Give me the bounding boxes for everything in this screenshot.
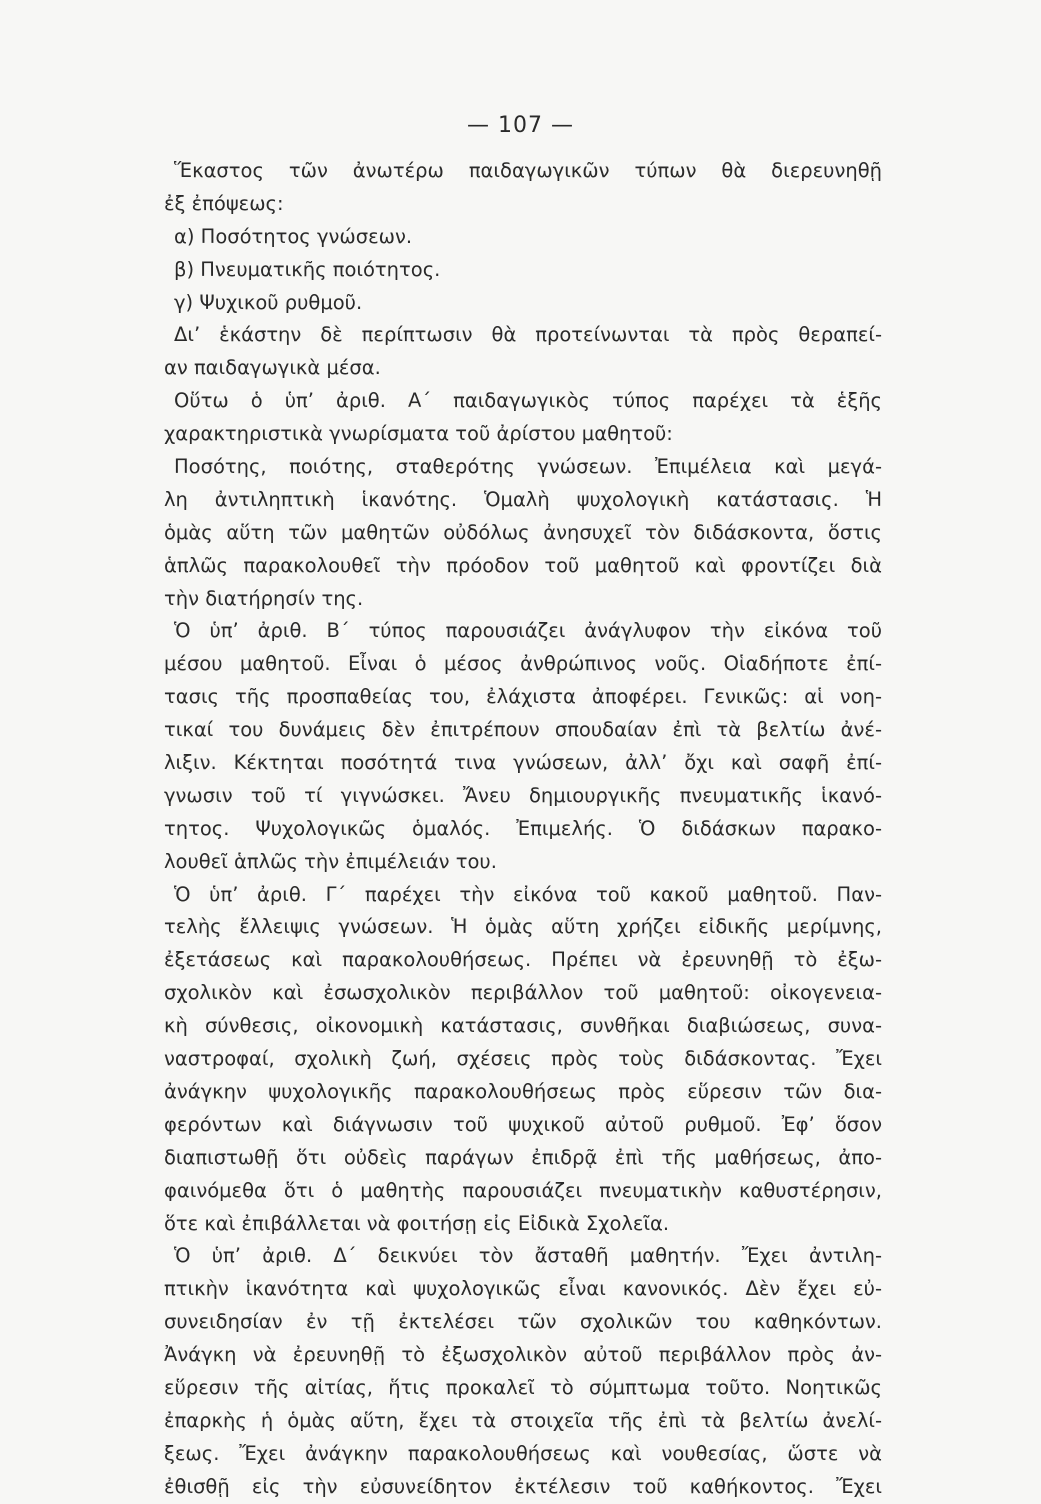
text-line: κὴ σύνθεσις, οἰκονομικὴ κατάστασις, συνθῆκαι διαβιώσεως, συνα-	[164, 1014, 882, 1038]
text-line: φαινόμεθα ὅτι ὁ μαθητὴς παρουσιάζει πνευματικὴν καθυστέρησιν,	[164, 1178, 882, 1202]
text-line: σχολικὸν καὶ ἐσωσχολικὸν περιβάλλον τοῦ μαθητοῦ: οἰκογενεια-	[164, 981, 882, 1005]
text-line: λιξιν. Κέκτηται ποσότητά τινα γνώσεων, ἀλλ’ ὄχι καὶ σαφῆ ἐπί-	[164, 751, 882, 775]
text-line: συνειδησίαν ἐν τῇ ἐκτελέσει τῶν σχολικῶν του καθηκόντων.	[164, 1310, 882, 1334]
text-line: τητος. Ψυχολογικῶς ὁμαλός. Ἐπιμελής. Ὁ διδάσκων παρακο-	[164, 816, 882, 840]
text-line: γνωσιν τοῦ τί γιγνώσκει. Ἄνευ δημιουργικῆς πνευματικῆς ἱκανό-	[164, 783, 882, 807]
text-line: ἀνάγκην ψυχολογικῆς παρακολουθήσεως πρὸς εὕρεσιν τῶν δια-	[164, 1079, 882, 1103]
text-line: τικαί του δυνάμεις δὲν ἐπιτρέπουν σπουδαίαν ἐπὶ τὰ βελτίω ἀνέ-	[164, 718, 882, 742]
text-line: εὕρεσιν τῆς αἰτίας, ἥτις προκαλεῖ τὸ σύμπτωμα τοῦτο. Νοητικῶς	[164, 1375, 882, 1399]
text-line: τασις τῆς προσπαθείας του, ἐλάχιστα ἀποφέρει. Γενικῶς: αἱ νοη-	[164, 685, 882, 709]
text-line: διαπιστωθῇ ὅτι οὐδεὶς παράγων ἐπιδρᾷ ἐπὶ τῆς μαθήσεως, ἀπο-	[164, 1145, 882, 1169]
text-line: Ὁ ὑπ’ ἀριθ. Δ΄ δεικνύει τὸν ἄσταθῆ μαθητήν. Ἔχει ἀντιλη-	[174, 1244, 882, 1268]
text-line: χαρακτηριστικὰ γνωρίσματα τοῦ ἀρίστου μαθητοῦ:	[164, 422, 673, 446]
text-line: φερόντων καὶ διάγνωσιν τοῦ ψυχικοῦ αὐτοῦ ρυθμοῦ. Ἐφ’ ὅσον	[164, 1112, 882, 1136]
text-line: β) Πνευματικῆς ποιότητος.	[174, 257, 441, 281]
text-line: ἐπαρκὴς ἡ ὁμὰς αὕτη, ἔχει τὰ στοιχεῖα τῆς ἐπὶ τὰ βελτίω ἀνελί-	[164, 1408, 882, 1432]
text-line: Οὕτω ὁ ὑπ’ ἀριθ. Α΄ παιδαγωγικὸς τύπος παρέχει τὰ ἑξῆς	[174, 389, 882, 413]
text-line: ἐξ ἐπόψεως:	[164, 191, 284, 215]
text-line: πτικὴν ἱκανότητα καὶ ψυχολογικῶς εἶναι κανονικός. Δὲν ἔχει εὐ-	[164, 1277, 882, 1301]
text-line: ἁπλῶς παρακολουθεῖ τὴν πρόοδον τοῦ μαθητοῦ καὶ φροντίζει διὰ	[164, 553, 882, 577]
text-line: ναστροφαί, σχολικὴ ζωή, σχέσεις πρὸς τοὺς διδάσκοντας. Ἔχει	[164, 1047, 882, 1071]
text-line: ἐξετάσεως καὶ παρακολουθήσεως. Πρέπει νὰ ἐρευνηθῇ τὸ ἐξω-	[164, 948, 882, 972]
text-line: γ) Ψυχικοῦ ρυθμοῦ.	[174, 290, 363, 314]
page-number: — 107 —	[467, 113, 574, 138]
text-line: Δι’ ἑκάστην δὲ περίπτωσιν θὰ προτείνωνται τὰ πρὸς θεραπεί-	[174, 323, 882, 347]
text-line: Ὁ ὑπ’ ἀριθ. Γ΄ παρέχει τὴν εἰκόνα τοῦ κακοῦ μαθητοῦ. Παν-	[174, 882, 882, 906]
text-line: Ποσότης, ποιότης, σταθερότης γνώσεων. Ἐπιμέλεια καὶ μεγά-	[174, 455, 882, 479]
text-line: τὴν διατήρησίν της.	[164, 586, 364, 610]
text-line: μέσου μαθητοῦ. Εἶναι ὁ μέσος ἀνθρώπινος νοῦς. Οἱαδήποτε ἐπί-	[164, 652, 882, 676]
text-line: αν παιδαγωγικὰ μέσα.	[164, 356, 381, 380]
text-line: Ὁ ὑπ’ ἀριθ. Β΄ τύπος παρουσιάζει ἀνάγλυφον τὴν εἰκόνα τοῦ	[174, 619, 882, 643]
text-line: ὁμὰς αὕτη τῶν μαθητῶν οὐδόλως ἀνησυχεῖ τὸν διδάσκοντα, ὅστις	[164, 520, 882, 544]
text-line: λη ἀντιληπτικὴ ἱκανότης. Ὁμαλὴ ψυχολογικὴ κατάστασις. Ἡ	[164, 487, 882, 511]
text-line: ξεως. Ἔχει ἀνάγκην παρακολουθήσεως καὶ νουθεσίας, ὥστε νὰ	[164, 1441, 882, 1465]
text-line: τελὴς ἔλλειψις γνώσεων. Ἡ ὁμὰς αὕτη χρήζει εἰδικῆς μερίμνης,	[164, 915, 882, 939]
text-line: Ἕκαστος τῶν ἀνωτέρω παιδαγωγικῶν τύπων θὰ διερευνηθῇ	[174, 159, 882, 182]
text-line: ἐθισθῇ εἰς τὴν εὐσυνείδητον ἐκτέλεσιν τοῦ καθήκοντος. Ἔχει	[164, 1474, 882, 1498]
text-line: ὅτε καὶ ἐπιβάλλεται νὰ φοιτήσῃ εἰς Εἰδικὰ Σχολεῖα.	[164, 1211, 670, 1235]
text-line: λουθεῖ ἁπλῶς τὴν ἐπιμέλειάν του.	[164, 849, 497, 873]
body-text	[164, 155, 882, 1504]
text-line: Ἀνάγκη νὰ ἐρευνηθῇ τὸ ἐξωσχολικὸν αὐτοῦ περιβάλλον πρὸς ἀν-	[164, 1343, 882, 1367]
text-line: α) Ποσότητος γνώσεων.	[174, 224, 413, 248]
